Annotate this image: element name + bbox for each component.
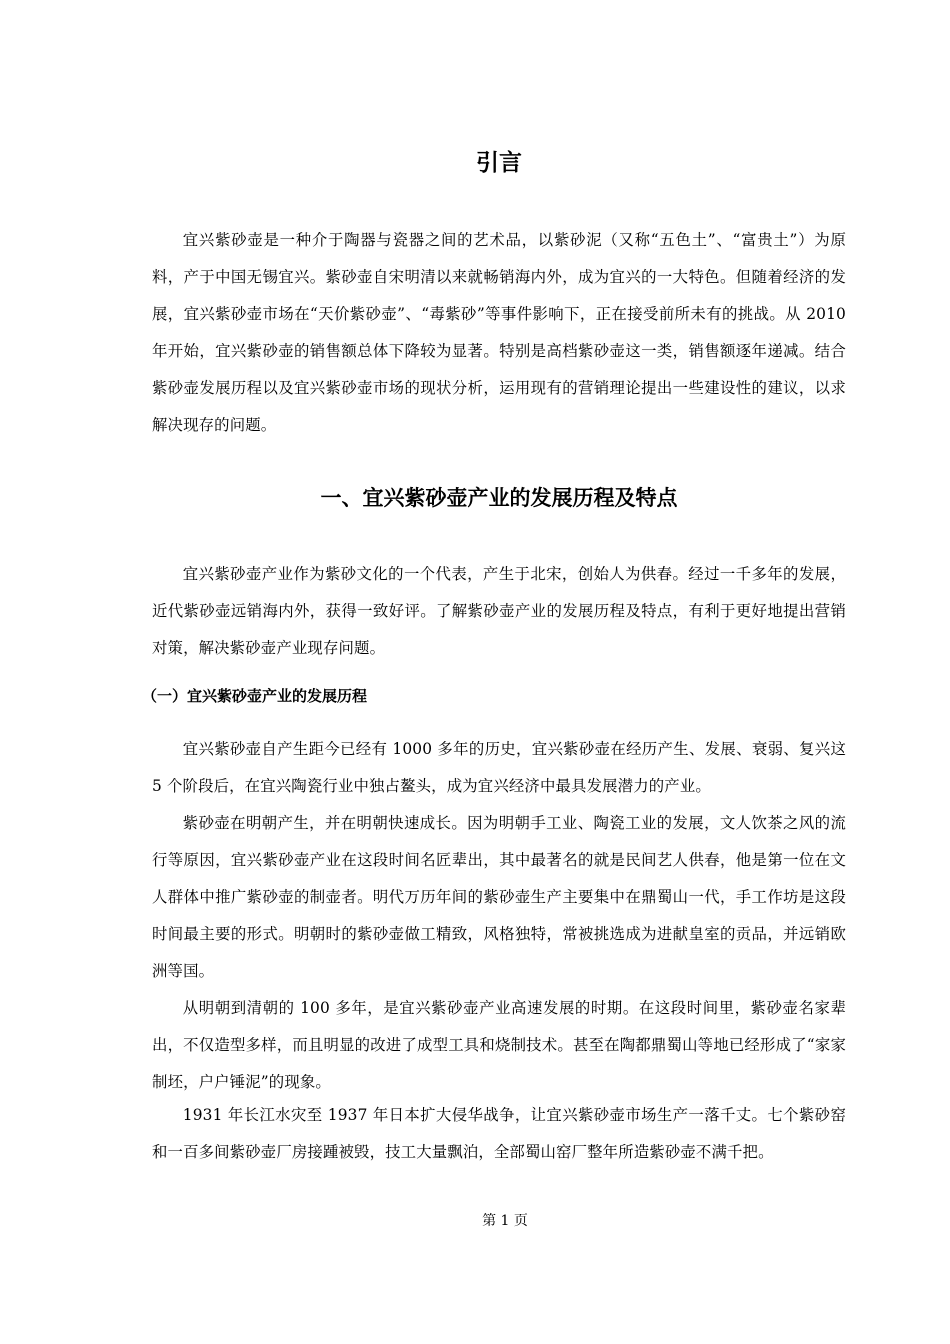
- intro-paragraph: 宜兴紫砂壶是一种介于陶器与瓷器之间的艺术品，以紫砂泥（又称“五色土”、“富贵土”）为原料，产于中国无锡宜兴。紫砂壶自宋明清以来就畅销海内外，成为宜兴的一大特色。但随着经济的发展，宜兴紫砂壶市场在“天价紫砂壶”、“毒紫砂”等事件影响下，正在接受前所未有的挑战。从 2010 年开始，宜兴紫砂壶的销售额总体下降较为显著。特别是高档紫砂壶这一类，销售额逐年递减。结合紫砂壶发展历程以及宜兴紫砂壶市场的现状分析，运用现有的营销理论提出一些建设性的建议，以求解决现存的问题。: [152, 231, 846, 434]
- intro-title: 引言: [476, 150, 522, 176]
- section1-paragraph: 从明朝到清朝的 100 多年，是宜兴紫砂壶产业高速发展的时期。在这段时间里，紫砂壶名家辈出，不仅造型多样，而且明显的改进了成型工具和烧制技术。甚至在陶都鼎蜀山等地已经形成了“家家制坯，户户锤泥”的现象。: [152, 999, 846, 1091]
- chapter1-title: 一、宜兴紫砂壶产业的发展历程及特点: [320, 486, 678, 510]
- section1-paragraph: 1931 年长江水灾至 1937 年日本扩大侵华战争，让宜兴紫砂壶市场生产一落千丈。七个紫砂窑和一百多间紫砂壶厂房接踵被毁，技工大量飘泊，全部蜀山窑厂整年所造紫砂壶不满千把。: [152, 1106, 846, 1161]
- section1-paragraph: 宜兴紫砂壶自产生距今已经有 1000 多年的历史，宜兴紫砂壶在经历产生、发展、衰弱、复兴这 5 个阶段后，在宜兴陶瓷行业中独占鳌头，成为宜兴经济中最具发展潜力的产业。: [152, 740, 846, 795]
- section1-paragraph: 紫砂壶在明朝产生，并在明朝快速成长。因为明朝手工业、陶瓷工业的发展，文人饮茶之风的流行等原因，宜兴紫砂壶产业在这段时间名匠辈出，其中最著名的就是民间艺人供春，他是第一位在文人群体中推广紫砂壶的制壶者。明代万历年间的紫砂壶生产主要集中在鼎蜀山一代，手工作坊是这段时间最主要的形式。明朝时的紫砂壶做工精致，风格独特，常被挑选成为进献皇室的贡品，并远销欧洲等国。: [152, 814, 846, 980]
- chapter1-paragraph: 宜兴紫砂壶产业作为紫砂文化的一个代表，产生于北宋，创始人为供春。经过一千多年的发展，近代紫砂壶远销海内外，获得一致好评。了解紫砂壶产业的发展历程及特点，有利于更好地提出营销对策，解决紫砂壶产业现存问题。: [152, 565, 846, 657]
- page-number: 第 1 页: [482, 1213, 528, 1229]
- section1-heading: （一）宜兴紫砂壶产业的发展历程: [142, 687, 368, 705]
